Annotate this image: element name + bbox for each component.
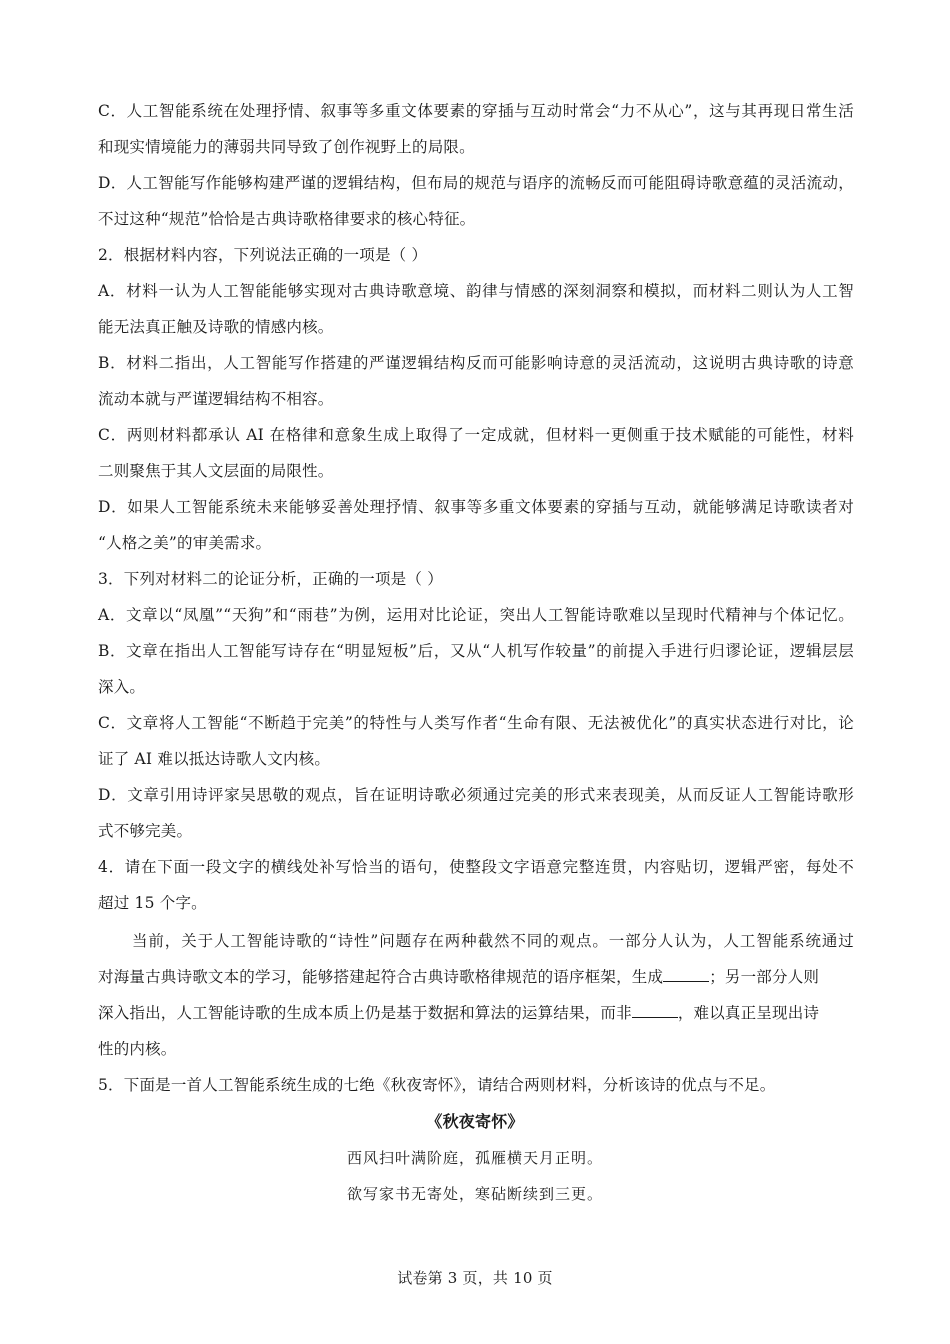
q2-option-c-line2: 二则聚焦于其人文层面的局限性。	[98, 462, 334, 480]
q4-passage-line4: 性的内核。	[98, 1040, 177, 1058]
q5-stem: 5．下面是一首人工智能系统生成的七绝《秋夜寄怀》，请结合两则材料，分析该诗的优点与不足。	[98, 1076, 776, 1094]
poem-line-2: 欲写家书无寄处，寒砧断续到三更。	[346, 1185, 603, 1203]
q1-option-c-line2: 和现实情境能力的薄弱共同导致了创作视野上的局限。	[98, 138, 475, 156]
q3-option-b-line2: 深入。	[98, 678, 146, 696]
q4-passage-text: ，难以真正呈现出诗	[677, 1004, 820, 1022]
q2-option-b-line1: B．材料二指出，人工智能写作搭建的严谨逻辑结构反而可能影响诗意的灵活流动，这说明古典诗歌的诗意	[98, 354, 854, 372]
q4-stem-line1: 4．请在下面一段文字的横线处补写恰当的语句，使整段文字语意完整连贯，内容贴切，逻辑严密，每处不	[98, 858, 854, 876]
q3-option-a: A．文章以“凤凰”“天狗”和“雨巷”为例，运用对比论证，突出人工智能诗歌难以呈现时代精神与个体记忆。	[98, 606, 854, 624]
q2-option-a-line2: 能无法真正触及诗歌的情感内核。	[98, 318, 334, 336]
q4-passage-line2	[98, 967, 819, 987]
poem-title: 《秋夜寄怀》	[426, 1112, 524, 1131]
q4-passage-text: 深入指出，人工智能诗歌的生成本质上仍是基于数据和算法的运算结果，而非	[98, 1004, 632, 1022]
q1-option-d-line2: 不过这种“规范”恰恰是古典诗歌格律要求的核心特征。	[98, 210, 476, 228]
q1-option-d-line1: D．人工智能写作能够构建严谨的逻辑结构，但布局的规范与语序的流畅反而可能阻碍诗歌意蕴的灵活流动，	[98, 174, 854, 192]
poem-line-1: 西风扫叶满阶庭，孤雁横天月正明。	[346, 1149, 603, 1167]
page-footer: 试卷第 3 页，共 10 页	[397, 1269, 553, 1287]
q2-stem: 2．根据材料内容，下列说法正确的一项是（ ）	[98, 246, 428, 264]
q2-option-b-line2: 流动本就与严谨逻辑结构不相容。	[98, 390, 334, 408]
q3-option-d-line2: 式不够完美。	[98, 822, 193, 840]
answer-blank-1[interactable]	[663, 967, 709, 982]
q2-option-c-line1: C．两则材料都承认 AI 在格律和意象生成上取得了一定成就，但材料一更侧重于技术赋能的可能性，材料	[98, 426, 854, 444]
q3-option-c-line2: 证了 AI 难以抵达诗歌人文内核。	[98, 750, 331, 768]
q4-passage-line1: 当前，关于人工智能诗歌的“诗性”问题存在两种截然不同的观点。一部分人认为，人工智能系统通过	[132, 932, 854, 950]
q2-option-d-line2: “人格之美”的审美需求。	[98, 534, 272, 552]
q4-stem-line2: 超过 15 个字。	[98, 894, 207, 912]
q4-passage-line3	[98, 1003, 819, 1023]
q3-stem: 3．下列对材料二的论证分析，正确的一项是（ ）	[98, 570, 443, 588]
q3-option-b-line1: B．文章在指出人工智能写诗存在“明显短板”后，又从“人机写作较量”的前提入手进行归谬论证，逻辑层层	[98, 642, 854, 660]
q4-passage-text: 对海量古典诗歌文本的学习，能够搭建起符合古典诗歌格律规范的语序框架，生成	[98, 968, 664, 986]
q1-option-c-line1: C．人工智能系统在处理抒情、叙事等多重文体要素的穿插与互动时常会“力不从心”，这与其再现日常生活	[98, 102, 854, 120]
q2-option-a-line1: A．材料一认为人工智能能够实现对古典诗歌意境、韵律与情感的深刻洞察和模拟，而材料二则认为人工智	[98, 282, 854, 300]
q2-option-d-line1: D．如果人工智能系统未来能够妥善处理抒情、叙事等多重文体要素的穿插与互动，就能够满足诗歌读者对	[98, 498, 854, 516]
q3-option-d-line1: D．文章引用诗评家吴思敬的观点，旨在证明诗歌必须通过完美的形式来表现美，从而反证人工智能诗歌形	[98, 786, 854, 804]
q4-passage-text: ；另一部分人则	[709, 968, 820, 986]
answer-blank-2[interactable]	[632, 1003, 678, 1018]
q3-option-c-line1: C．文章将人工智能“不断趋于完美”的特性与人类写作者“生命有限、无法被优化”的真实状态进行对比，论	[98, 714, 854, 732]
